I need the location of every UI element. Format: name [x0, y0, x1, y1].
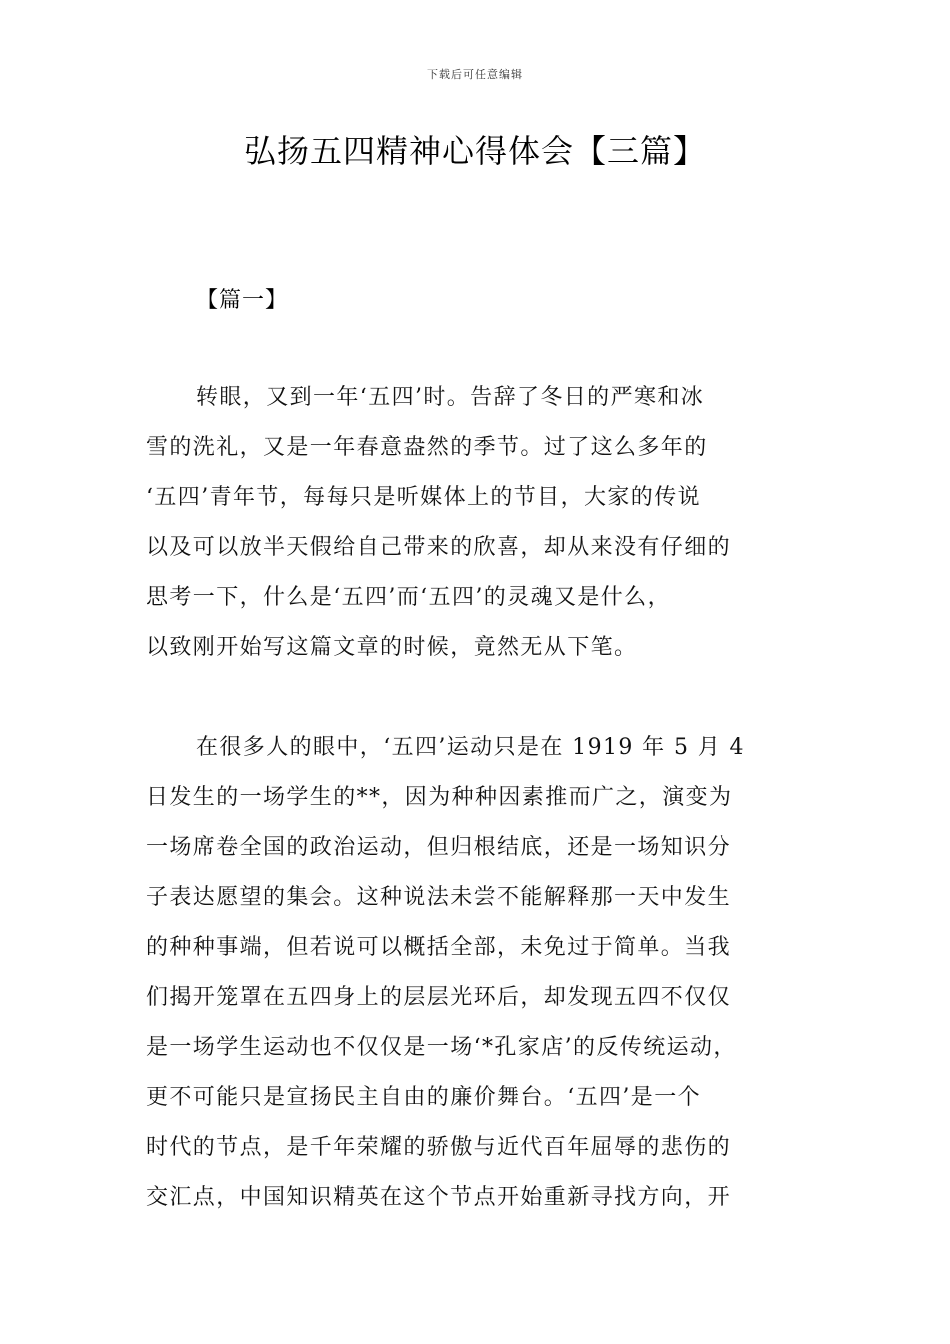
- paragraph-line: 是一场学生运动也不仅仅是一场‘*孔家店’的反传统运动，: [146, 1035, 737, 1060]
- paragraph-line: 子表达愿望的集会。这种说法未尝不能解释那一天中发生: [146, 885, 732, 910]
- paragraph-line: 时代的节点，是千年荣耀的骄傲与近代百年屈辱的悲伤的: [146, 1135, 732, 1160]
- page-title: 弘扬五四精神心得体会【三篇】: [243, 132, 706, 170]
- paragraph-line: 以及可以放半天假给自己带来的欣喜，却从来没有仔细的: [146, 535, 732, 560]
- paragraph-2: [146, 723, 806, 1223]
- section-label: 【篇一】: [196, 288, 289, 313]
- paragraph-line: 一场席卷全国的政治运动，但归根结底，还是一场知识分: [146, 835, 732, 860]
- paragraph-line: 转眼，又到一年‘五四’时。告辞了冬日的严寒和冰: [196, 385, 705, 410]
- paragraph-line: 日发生的一场学生的**，因为种种因素推而广之，演变为: [146, 785, 733, 810]
- paragraph-line: 在很多人的眼中，‘五四’运动只是在 1919 年 5 月 4: [196, 735, 745, 760]
- paragraph-1: [146, 373, 806, 673]
- paragraph-line: 的种种事端，但若说可以概括全部，未免过于简单。当我: [146, 935, 732, 960]
- paragraph-line: 以致刚开始写这篇文章的时候，竟然无从下笔。: [146, 635, 638, 660]
- paragraph-line: 们揭开笼罩在五四身上的层层光环后，却发现五四不仅仅: [146, 985, 732, 1010]
- paragraph-line: 思考一下，什么是‘五四’而‘五四’的灵魂又是什么，: [146, 585, 671, 610]
- paragraph-line: ‘五四’青年节，每每只是听媒体上的节目，大家的传说: [146, 485, 701, 510]
- header-note: 下载后可任意编辑: [427, 68, 523, 81]
- paragraph-line: 交汇点，中国知识精英在这个节点开始重新寻找方向，开: [146, 1185, 732, 1210]
- paragraph-line: 雪的洗礼，又是一年春意盎然的季节。过了这么多年的: [146, 435, 708, 460]
- paragraph-line: 更不可能只是宣扬民主自由的廉价舞台。‘五四’是一个: [146, 1085, 701, 1110]
